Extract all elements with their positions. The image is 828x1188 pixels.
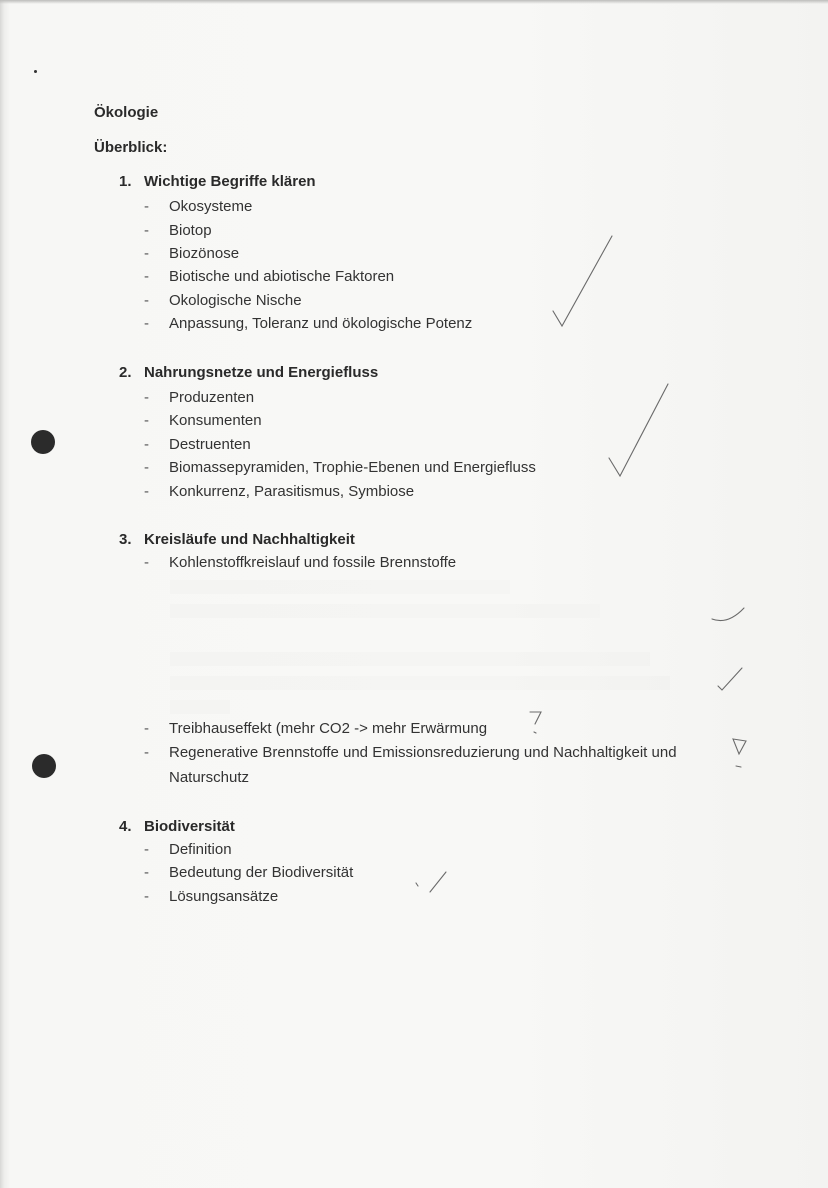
section-number: 2. [119,364,132,381]
bullet-dash: - [144,483,149,500]
section-title: Biodiversität [144,818,235,835]
bullet-dash: - [144,888,149,905]
check-mark-icon [416,883,418,886]
list-item: - Regenerative Brennstoffe und Emissionsreduzierung und Nachhaltigkeit und [144,744,677,761]
check-mark-icon [718,668,742,690]
list-item: - Okologische Nische [144,292,302,309]
bullet-dash: - [144,841,149,858]
bullet-dash: - [144,315,149,332]
list-item: - Biotische und abiotische Faktoren [144,268,395,285]
list-item: - Lösungsansätze [144,888,279,905]
list-item: - Treibhauseffekt (mehr CO2 -> mehr Erwärmung [144,720,488,737]
bullet-dash: - [144,412,149,429]
check-mark-icon [430,872,446,892]
list-item: - Bedeutung der Biodiversität [144,864,354,881]
bullet-dash: - [144,198,149,215]
list-item: - Produzenten [144,389,255,406]
bullet-dash: - [144,268,149,285]
dot-mark [736,766,741,767]
document-title: Ökologie [94,104,159,121]
bullet-dash: - [144,436,149,453]
list-item: - Biozönose [144,245,240,262]
check-mark-icon [609,384,668,476]
bullet-dash: - [144,292,149,309]
bullet-dash: - [144,222,149,239]
bullet-dash: - [144,554,149,571]
check-mark-icon [553,236,612,326]
section-title: Kreisläufe und Nachhaltigkeit [144,531,355,548]
check-mark-icon [712,608,744,621]
bullet-dash: - [144,245,149,262]
section-number: 4. [119,818,132,835]
list-item: - Biotop [144,222,212,239]
section-number: 1. [119,173,132,190]
list-item: - Destruenten [144,436,251,453]
bullet-dash: - [144,459,149,476]
section-title: Wichtige Begriffe klären [144,173,316,190]
overview-heading: Überblick: [94,139,168,156]
triangle-mark-icon [530,712,541,724]
list-item: - Anpassung, Toleranz und ökologische Potenz [144,315,473,332]
bullet-dash: - [144,864,149,881]
list-item: - Konkurrenz, Parasitismus, Symbiose [144,483,415,500]
dot-mark [534,732,536,733]
bullet-dash: - [144,744,149,761]
list-item: - Biomassepyramiden, Trophie-Ebenen und Energiefluss [144,459,536,476]
list-item: - Definition [144,841,232,858]
bullet-dash: - [144,389,149,406]
bullet-dash: - [144,720,149,737]
list-item-continuation: Naturschutz [169,769,250,786]
list-item: - Okosysteme [144,198,253,215]
section-number: 3. [119,531,132,548]
section-title: Nahrungsnetze und Energiefluss [144,364,379,381]
list-item: - Konsumenten [144,412,262,429]
list-item: - Kohlenstoffkreislauf und fossile Brennstoffe [144,554,457,571]
triangle-mark-icon [733,739,746,754]
